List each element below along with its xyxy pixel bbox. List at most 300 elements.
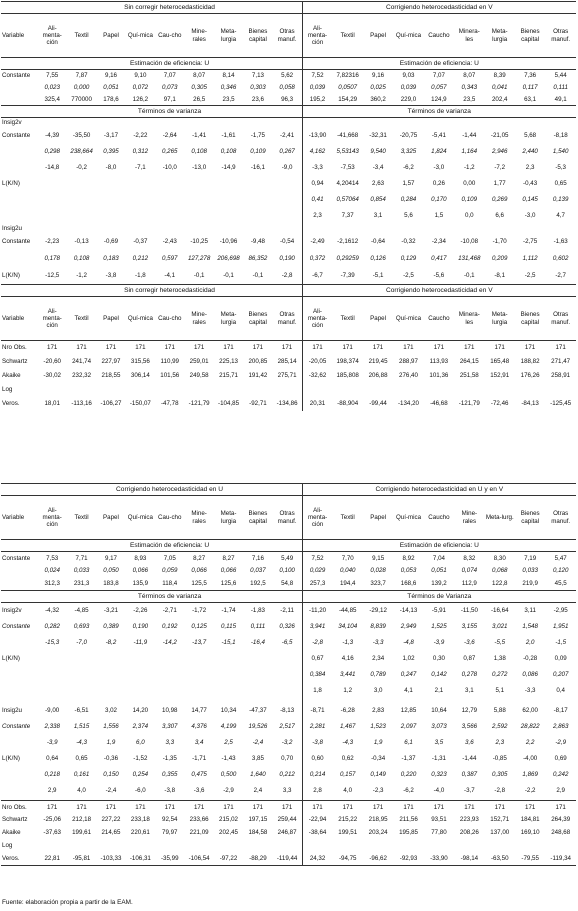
table-cell: 2,9 <box>556 786 565 794</box>
table-cell: 0,323 <box>431 770 447 778</box>
table-cell: 246,87 <box>277 829 297 837</box>
table-cell: 171 <box>252 344 264 352</box>
table-cell: -16,1 <box>250 163 265 171</box>
results-table-2 <box>1 483 576 867</box>
row-label <box>1 94 38 106</box>
table-cell: 171 <box>164 344 175 352</box>
table-cell: -13,0 <box>192 163 207 171</box>
table-cell: 3,325 <box>400 147 417 155</box>
table-cell: 0,100 <box>279 567 295 575</box>
table-cell: 171 <box>47 344 58 352</box>
table-row <box>1 703 576 719</box>
column-header: Bienes capital <box>243 14 272 58</box>
table-cell: -6,28 <box>340 706 355 714</box>
table-cell: -2,4 <box>105 786 117 794</box>
row-label <box>1 667 37 683</box>
table-cell: 0,190 <box>132 622 149 630</box>
column-header: Bienes capital <box>515 14 545 58</box>
column-header: Otras manuf. <box>273 297 302 341</box>
table-cell: 197,15 <box>248 816 268 824</box>
column-header: Ali-menta-ción <box>302 297 332 341</box>
table-cell: 171 <box>494 344 505 352</box>
table-cell: 259,01 <box>189 357 209 365</box>
table-cell: 0,854 <box>370 195 386 203</box>
table-cell: 206,698 <box>217 255 240 263</box>
table-cell: -3,6 <box>193 786 205 794</box>
table-cell: 171 <box>464 344 475 352</box>
table-cell: 7,53 <box>46 554 59 562</box>
table-cell: -3,8 <box>302 735 332 751</box>
table-cell: 86,352 <box>248 255 268 263</box>
table-cell: -10,08 <box>460 238 479 246</box>
table-cell: 220,61 <box>130 829 150 837</box>
column-header: Meta-lurgia <box>484 297 514 341</box>
column-header: Ali-menta-ción <box>38 14 67 58</box>
table-cell: 232,32 <box>72 371 92 379</box>
table-cell: 171 <box>342 803 353 811</box>
table-cell: 8,27 <box>193 554 206 562</box>
table-cell <box>126 840 155 853</box>
table-cell: 238,664 <box>70 147 93 155</box>
column-header: Quí-mica <box>393 297 423 341</box>
table-cell <box>67 651 96 667</box>
table-cell: -32,62 <box>302 369 332 383</box>
table-cell: 1,640 <box>250 770 266 778</box>
table-cell: 6,1 <box>404 738 413 746</box>
table-cell: 0,70 <box>281 754 294 762</box>
table-cell: -3,9 <box>46 738 58 746</box>
table-cell <box>126 208 155 224</box>
table-cell: 6,0 <box>136 738 145 746</box>
table-cell: -119,44 <box>276 855 298 863</box>
table-cell <box>67 176 96 192</box>
column-header: Caucho <box>424 14 454 58</box>
table-cell: 171 <box>135 803 146 811</box>
table-row <box>1 853 576 866</box>
table-cell: 0,346 <box>220 83 237 91</box>
table-cell: 45,5 <box>554 580 567 588</box>
table-cell: 200,85 <box>248 357 268 365</box>
table-cell: -7,53 <box>340 163 355 171</box>
table-cell: 5,62 <box>281 72 294 80</box>
table-cell: 0,387 <box>461 770 478 778</box>
table-cell: 0,475 <box>191 770 207 778</box>
table-cell: 20,31 <box>302 397 332 411</box>
table-cell: 171 <box>555 344 566 352</box>
table-cell: 0,170 <box>431 195 447 203</box>
row-label: Akaike <box>2 829 21 837</box>
table-cell: 171 <box>555 803 566 811</box>
table-cell: -6,2 <box>403 786 414 794</box>
table-cell <box>37 840 66 853</box>
table-cell: 2,63 <box>372 179 385 187</box>
table-cell <box>273 651 303 667</box>
column-header: Textil <box>67 496 96 540</box>
table-cell: -96,62 <box>369 855 387 863</box>
table-cell: 3,6 <box>465 738 474 746</box>
table-cell: 0,303 <box>250 83 266 91</box>
table-row <box>1 619 576 635</box>
table-cell: 0,242 <box>552 770 569 778</box>
table-cell: -5,5 <box>494 638 506 646</box>
column-header: Quí-mica <box>393 14 423 58</box>
table-cell <box>424 383 454 397</box>
table-cell <box>243 840 272 853</box>
table-cell: -4,8 <box>403 638 414 646</box>
column-header: Caucho <box>424 297 454 341</box>
row-label: L(K/N) <box>2 654 20 662</box>
section-header: Términos de varianza <box>37 591 302 603</box>
table-row <box>1 783 576 799</box>
table-cell: 5,44 <box>554 72 567 80</box>
table-cell <box>393 383 423 397</box>
table-cell: 152,91 <box>490 371 510 379</box>
table-cell: -1,5 <box>555 638 567 646</box>
table-cell: 0,037 <box>250 567 266 575</box>
table-cell <box>214 208 243 224</box>
table-row <box>1 268 576 285</box>
table-cell: 0,066 <box>132 567 149 575</box>
table-cell: -2,75 <box>523 238 538 246</box>
table-cell <box>332 383 362 397</box>
table-cell: 0,033 <box>73 567 90 575</box>
table-cell: -35,99 <box>160 855 179 863</box>
table-cell: 2,097 <box>400 722 417 730</box>
group-header-right: Corrigiendo heterocedasticidad en V <box>302 2 576 14</box>
table-cell: -1,43 <box>221 754 236 762</box>
table-cell <box>302 383 332 397</box>
table-cell: -6,2 <box>403 163 414 171</box>
table-cell: -4,00 <box>523 754 538 762</box>
table-cell: 171 <box>403 803 414 811</box>
table-row <box>1 128 576 144</box>
table-cell: 2,83 <box>372 706 385 714</box>
table-cell: 0,214 <box>302 767 332 783</box>
table-cell: 5,47 <box>554 554 567 562</box>
column-header: Ali-menta-ción <box>37 496 66 540</box>
table-cell: 0,125 <box>191 622 207 630</box>
table-cell: 2,5 <box>224 738 233 746</box>
table-cell: -0,34 <box>371 754 386 762</box>
table-cell: -20,60 <box>43 357 61 365</box>
table-cell: -4,32 <box>45 607 60 615</box>
table-cell: 3,021 <box>492 622 508 630</box>
table-cell: 2,9 <box>47 786 57 794</box>
table-cell: 2,946 <box>491 147 508 155</box>
table-cell <box>184 383 213 397</box>
table-cell: -88,29 <box>249 855 267 863</box>
table-cell: -0,64 <box>371 238 386 246</box>
table-cell: 3,073 <box>431 722 447 730</box>
table-cell: 248,68 <box>551 829 571 837</box>
table-cell <box>155 667 184 683</box>
table-cell: 0,305 <box>191 83 207 91</box>
column-header: Textil <box>332 297 362 341</box>
table-cell: 1,9 <box>373 738 383 746</box>
table-cell: 3,5 <box>434 738 444 746</box>
table-cell: -3,4 <box>372 163 384 171</box>
table-cell: 306,14 <box>130 371 150 379</box>
table-cell: 1,467 <box>339 722 356 730</box>
table-cell: -3,21 <box>103 607 119 615</box>
table-cell: 0,372 <box>302 251 332 268</box>
table-cell: -8,13 <box>280 706 295 714</box>
table-cell: -10,0 <box>162 163 177 171</box>
table-cell: 264,39 <box>551 816 571 824</box>
table-cell: -0,1 <box>252 272 264 280</box>
table-cell: 0,212 <box>132 255 149 263</box>
table-cell: -15,3 <box>45 638 60 646</box>
table-cell: 96,3 <box>281 95 294 103</box>
table-row <box>1 355 576 369</box>
row-label <box>1 767 37 783</box>
row-label <box>1 635 37 651</box>
table-cell: -3,17 <box>103 131 119 139</box>
table-cell: 2,3 <box>302 208 332 224</box>
variable-header: Variable <box>1 297 38 341</box>
table-cell: 2,1 <box>434 686 444 694</box>
table-cell <box>96 192 125 208</box>
table-cell: 2,4 <box>253 786 263 794</box>
table-cell: 4,20414 <box>336 179 359 187</box>
row-label: Schwartz <box>2 357 28 365</box>
table-cell: 1,951 <box>552 622 569 630</box>
row-label: Veros. <box>2 855 20 863</box>
table-cell: -1,71 <box>192 754 207 762</box>
table-cell: -6,7 <box>302 268 332 285</box>
table-cell: 9,15 <box>372 554 385 562</box>
table-cell: 10,98 <box>162 706 178 714</box>
table-cell: 215,71 <box>219 371 238 379</box>
table-cell: -3,3 <box>372 638 384 646</box>
row-label: Log <box>2 385 13 393</box>
table-row <box>1 827 576 840</box>
table-cell: 0,051 <box>431 567 447 575</box>
table-cell: 0,355 <box>162 770 178 778</box>
table-cell: -4,3 <box>76 738 87 746</box>
table-cell: -4,39 <box>45 131 60 139</box>
table-cell: 127,278 <box>187 255 211 263</box>
table-cell: 23,5 <box>463 95 476 103</box>
table-cell: 4,199 <box>220 722 237 730</box>
table-cell <box>515 840 545 853</box>
table-cell: 4,376 <box>191 722 207 730</box>
table-cell: 7,87 <box>75 72 88 80</box>
table-cell: 0,326 <box>279 622 295 630</box>
section-header: Estimación de eficiencia: U <box>38 58 303 70</box>
table-cell: -38,64 <box>302 827 332 840</box>
table-cell: 3,4 <box>194 738 204 746</box>
row-label: L(K/N) <box>2 754 20 762</box>
table-cell: 62,00 <box>522 706 538 714</box>
table-cell: 215,22 <box>338 816 358 824</box>
table-cell: 0,62 <box>341 754 354 762</box>
table-cell: 113,93 <box>429 357 449 365</box>
table-cell <box>273 667 303 683</box>
table-cell: -33,90 <box>430 855 448 863</box>
table-cell: -13,90 <box>302 128 332 144</box>
row-label: Veros. <box>2 399 20 407</box>
row-label: Constante <box>2 72 31 80</box>
table-cell: -1,2 <box>76 272 87 280</box>
row-label: Log <box>2 842 13 850</box>
table-cell <box>214 840 243 853</box>
row-label: L(K/N) <box>2 179 20 187</box>
table-cell: -103,33 <box>100 855 122 863</box>
table-cell: 264,15 <box>459 357 479 365</box>
table-cell: 77,80 <box>431 829 447 837</box>
table-cell <box>273 176 302 192</box>
table-cell: 0,60 <box>302 751 332 767</box>
table-cell: 8,92 <box>402 554 415 562</box>
table-cell: -2,11 <box>280 607 294 615</box>
table-cell: 4,0 <box>77 786 86 794</box>
table-cell: 276,40 <box>399 371 418 379</box>
table-cell: 5,6 <box>404 211 413 219</box>
table-cell: 3,155 <box>461 622 478 630</box>
table-cell: 171 <box>403 344 414 352</box>
table-cell: -1,83 <box>250 607 265 615</box>
column-header: Mine-rales <box>454 496 484 540</box>
table-cell: 3,566 <box>461 722 478 730</box>
table-cell: 2,949 <box>400 622 417 630</box>
table-row <box>1 369 576 383</box>
row-label <box>1 208 38 224</box>
table-cell: -7,39 <box>340 272 355 280</box>
table-cell: -2,9 <box>223 786 234 794</box>
table-cell: 0,597 <box>162 255 178 263</box>
table-cell: 5,1 <box>495 686 505 694</box>
table-cell: -1,63 <box>553 238 568 246</box>
table-cell: 0,050 <box>103 567 119 575</box>
table-cell <box>155 176 184 192</box>
table-cell: 171 <box>494 803 505 811</box>
column-header: Textil <box>67 14 96 58</box>
table-cell <box>67 840 96 853</box>
table-cell: 0,69 <box>554 754 567 762</box>
table-cell: 0,028 <box>370 567 386 575</box>
table-cell: 0,305 <box>492 770 508 778</box>
table-cell: 2,517 <box>279 722 295 730</box>
table-cell: 3,11 <box>524 607 536 615</box>
table-cell: 1,112 <box>522 255 538 263</box>
table-cell: 14,20 <box>132 706 149 714</box>
table-cell: 285,14 <box>277 357 297 365</box>
group-header-right: Corrigiendo heterocedasticidad en V <box>302 285 576 297</box>
table-cell <box>96 176 125 192</box>
table-cell: 4,0 <box>343 786 353 794</box>
table-cell <box>454 840 484 853</box>
table-cell: 171 <box>525 803 536 811</box>
table-cell: -4,0 <box>433 786 445 794</box>
table-cell <box>126 667 155 683</box>
table-cell: 23,6 <box>251 95 264 103</box>
row-label <box>1 82 38 94</box>
table-cell: 0,117 <box>522 83 538 91</box>
table-cell: 325,4 <box>44 95 60 103</box>
table-cell: -94,75 <box>338 855 357 863</box>
column-header: Otras manuf. <box>545 14 576 58</box>
table-cell: 0,074 <box>461 567 478 575</box>
table-cell <box>184 667 213 683</box>
table-cell <box>243 192 272 208</box>
table-cell: -98,14 <box>460 855 479 863</box>
column-header: Cau-cho <box>155 297 184 341</box>
table-cell: -88,904 <box>337 399 359 407</box>
column-header: Quí-mica <box>126 14 155 58</box>
table-cell: -125,45 <box>550 399 572 407</box>
table-cell <box>515 383 545 397</box>
table-cell: 23,5 <box>222 95 235 103</box>
table-cell <box>184 192 213 208</box>
table-cell: 0,389 <box>103 622 119 630</box>
table-cell: 3,3 <box>282 786 292 794</box>
column-header: Papel <box>363 496 393 540</box>
row-label <box>1 144 38 160</box>
column-header: Papel <box>96 297 125 341</box>
table-cell: -2,95 <box>553 607 568 615</box>
table-cell: 7,05 <box>163 554 176 562</box>
column-header: Bienes capital <box>515 496 545 540</box>
table-cell: 2,374 <box>132 722 149 730</box>
table-cell: -106,31 <box>129 855 151 863</box>
table-cell <box>243 667 272 683</box>
table-cell: 0,068 <box>492 567 508 575</box>
table-cell: 3,307 <box>162 722 178 730</box>
table-cell: 0,272 <box>492 670 508 678</box>
table-cell: 2,338 <box>44 722 60 730</box>
table-cell: 0,65 <box>75 754 88 762</box>
table-cell: 0,57064 <box>336 195 359 203</box>
table-cell <box>38 176 67 192</box>
table-cell: 28,822 <box>520 722 540 730</box>
table-cell <box>96 840 125 853</box>
table-cell: 0,26 <box>432 179 445 187</box>
table-row <box>1 603 576 619</box>
row-label: Insig2v <box>2 607 22 615</box>
table-cell: 1,57 <box>402 179 415 187</box>
table-cell: -2,1612 <box>337 238 359 246</box>
table-row <box>1 70 576 82</box>
table-cell: 259,44 <box>277 816 297 824</box>
table-cell: 258,91 <box>551 371 571 379</box>
table-cell: -1,41 <box>192 131 207 139</box>
row-label <box>1 160 38 176</box>
column-header: Mine-rales <box>184 496 213 540</box>
table-cell: 0,30 <box>432 654 445 662</box>
table-cell: 2,440 <box>522 147 538 155</box>
table-cell: 195,2 <box>302 94 332 106</box>
table-cell: 0,284 <box>400 195 417 203</box>
table-cell: 9,16 <box>372 72 385 80</box>
column-header: Ali-menta-ción <box>302 14 332 58</box>
section-header: Términos de varianza <box>302 106 576 118</box>
table-cell <box>214 176 243 192</box>
table-cell: 3,941 <box>302 619 332 635</box>
table-cell: -5,3 <box>555 163 566 171</box>
table-cell <box>96 651 125 667</box>
table-cell: -0,43 <box>523 179 538 187</box>
table-cell <box>155 208 184 224</box>
table-cell: -2,41 <box>280 131 295 139</box>
table-cell: -121,79 <box>458 399 480 407</box>
table-cell <box>214 667 243 683</box>
table-cell: 0,265 <box>162 147 178 155</box>
table-cell: -20,75 <box>399 131 418 139</box>
table-row <box>1 397 576 411</box>
table-cell: 0,066 <box>191 567 207 575</box>
table-cell: 2,3 <box>525 163 535 171</box>
